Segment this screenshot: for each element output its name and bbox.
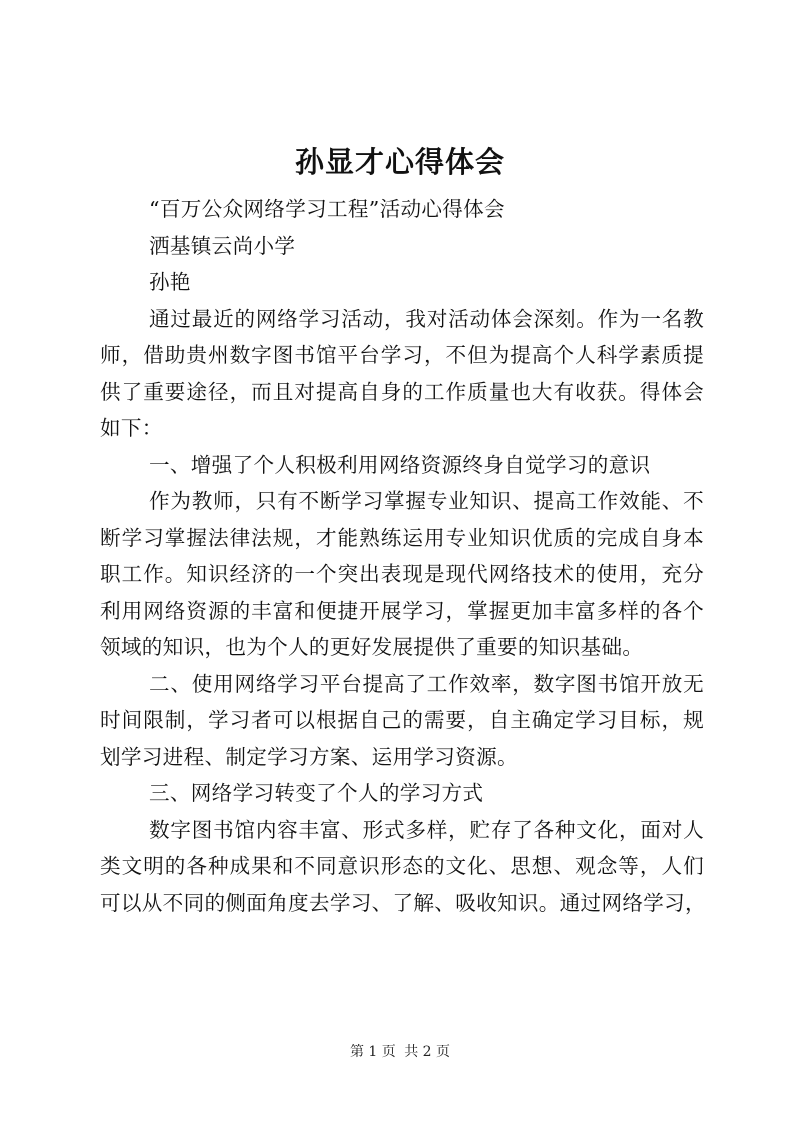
document-body [100, 191, 704, 921]
text-line: 数字图书馆内容丰富、形式多样，贮存了各种文化，面对人 [149, 817, 704, 842]
text-line: 二、使用网络学习平台提高了工作效率，数字图书馆开放无 [149, 671, 704, 696]
text-line: 领域的知识，也为个人的更好发展提供了重要的知识基础。 [100, 635, 644, 659]
page-number: 第 1 页 [349, 1044, 396, 1060]
text-line: 作为教师，只有不断学习掌握专业知识、提高工作效能、不 [149, 489, 704, 513]
text-line: 一、增强了个人积极利用网络资源终身自觉学习的意识 [149, 452, 651, 477]
text-line: 类文明的各种成果和不同意识形态的文化、思想、观念等，人们 [100, 854, 704, 878]
text-line: 师，借助贵州数字图书馆平台学习，不但为提高个人科学素质提 [100, 343, 704, 367]
text-line: 可以从不同的侧面角度去学习、了解、吸收知识。通过网络学习， [100, 890, 706, 915]
text-line: 孙艳 [149, 270, 191, 294]
text-line: 洒基镇云尚小学 [149, 233, 296, 258]
text-line: 三、网络学习转变了个人的学习方式 [149, 781, 484, 805]
page-total: 共 2 页 [404, 1044, 451, 1060]
text-line: 时间限制，学习者可以根据自己的需要，自主确定学习目标，规 [100, 708, 704, 732]
text-line: 划学习进程、制定学习方案、运用学习资源。 [100, 744, 518, 769]
text-line: “百万公众网络学习工程”活动心得体会 [149, 197, 505, 221]
text-line: 职工作。知识经济的一个突出表现是现代网络技术的使用，充分 [100, 562, 704, 586]
page-footer [0, 1042, 800, 1062]
text-line: 断学习掌握法律法规，才能熟练运用专业知识优质的完成自身本 [100, 525, 704, 550]
text-line: 如下： [100, 416, 163, 440]
text-line: 供了重要途径，而且对提高自身的工作质量也大有收获。得体会 [100, 379, 704, 404]
text-line: 利用网络资源的丰富和便捷开展学习，掌握更加丰富多样的各个 [100, 598, 704, 623]
page-title: 孙显才心得体会 [294, 145, 505, 179]
text-line: 通过最近的网络学习活动，我对活动体会深刻。作为一名教 [149, 306, 704, 331]
